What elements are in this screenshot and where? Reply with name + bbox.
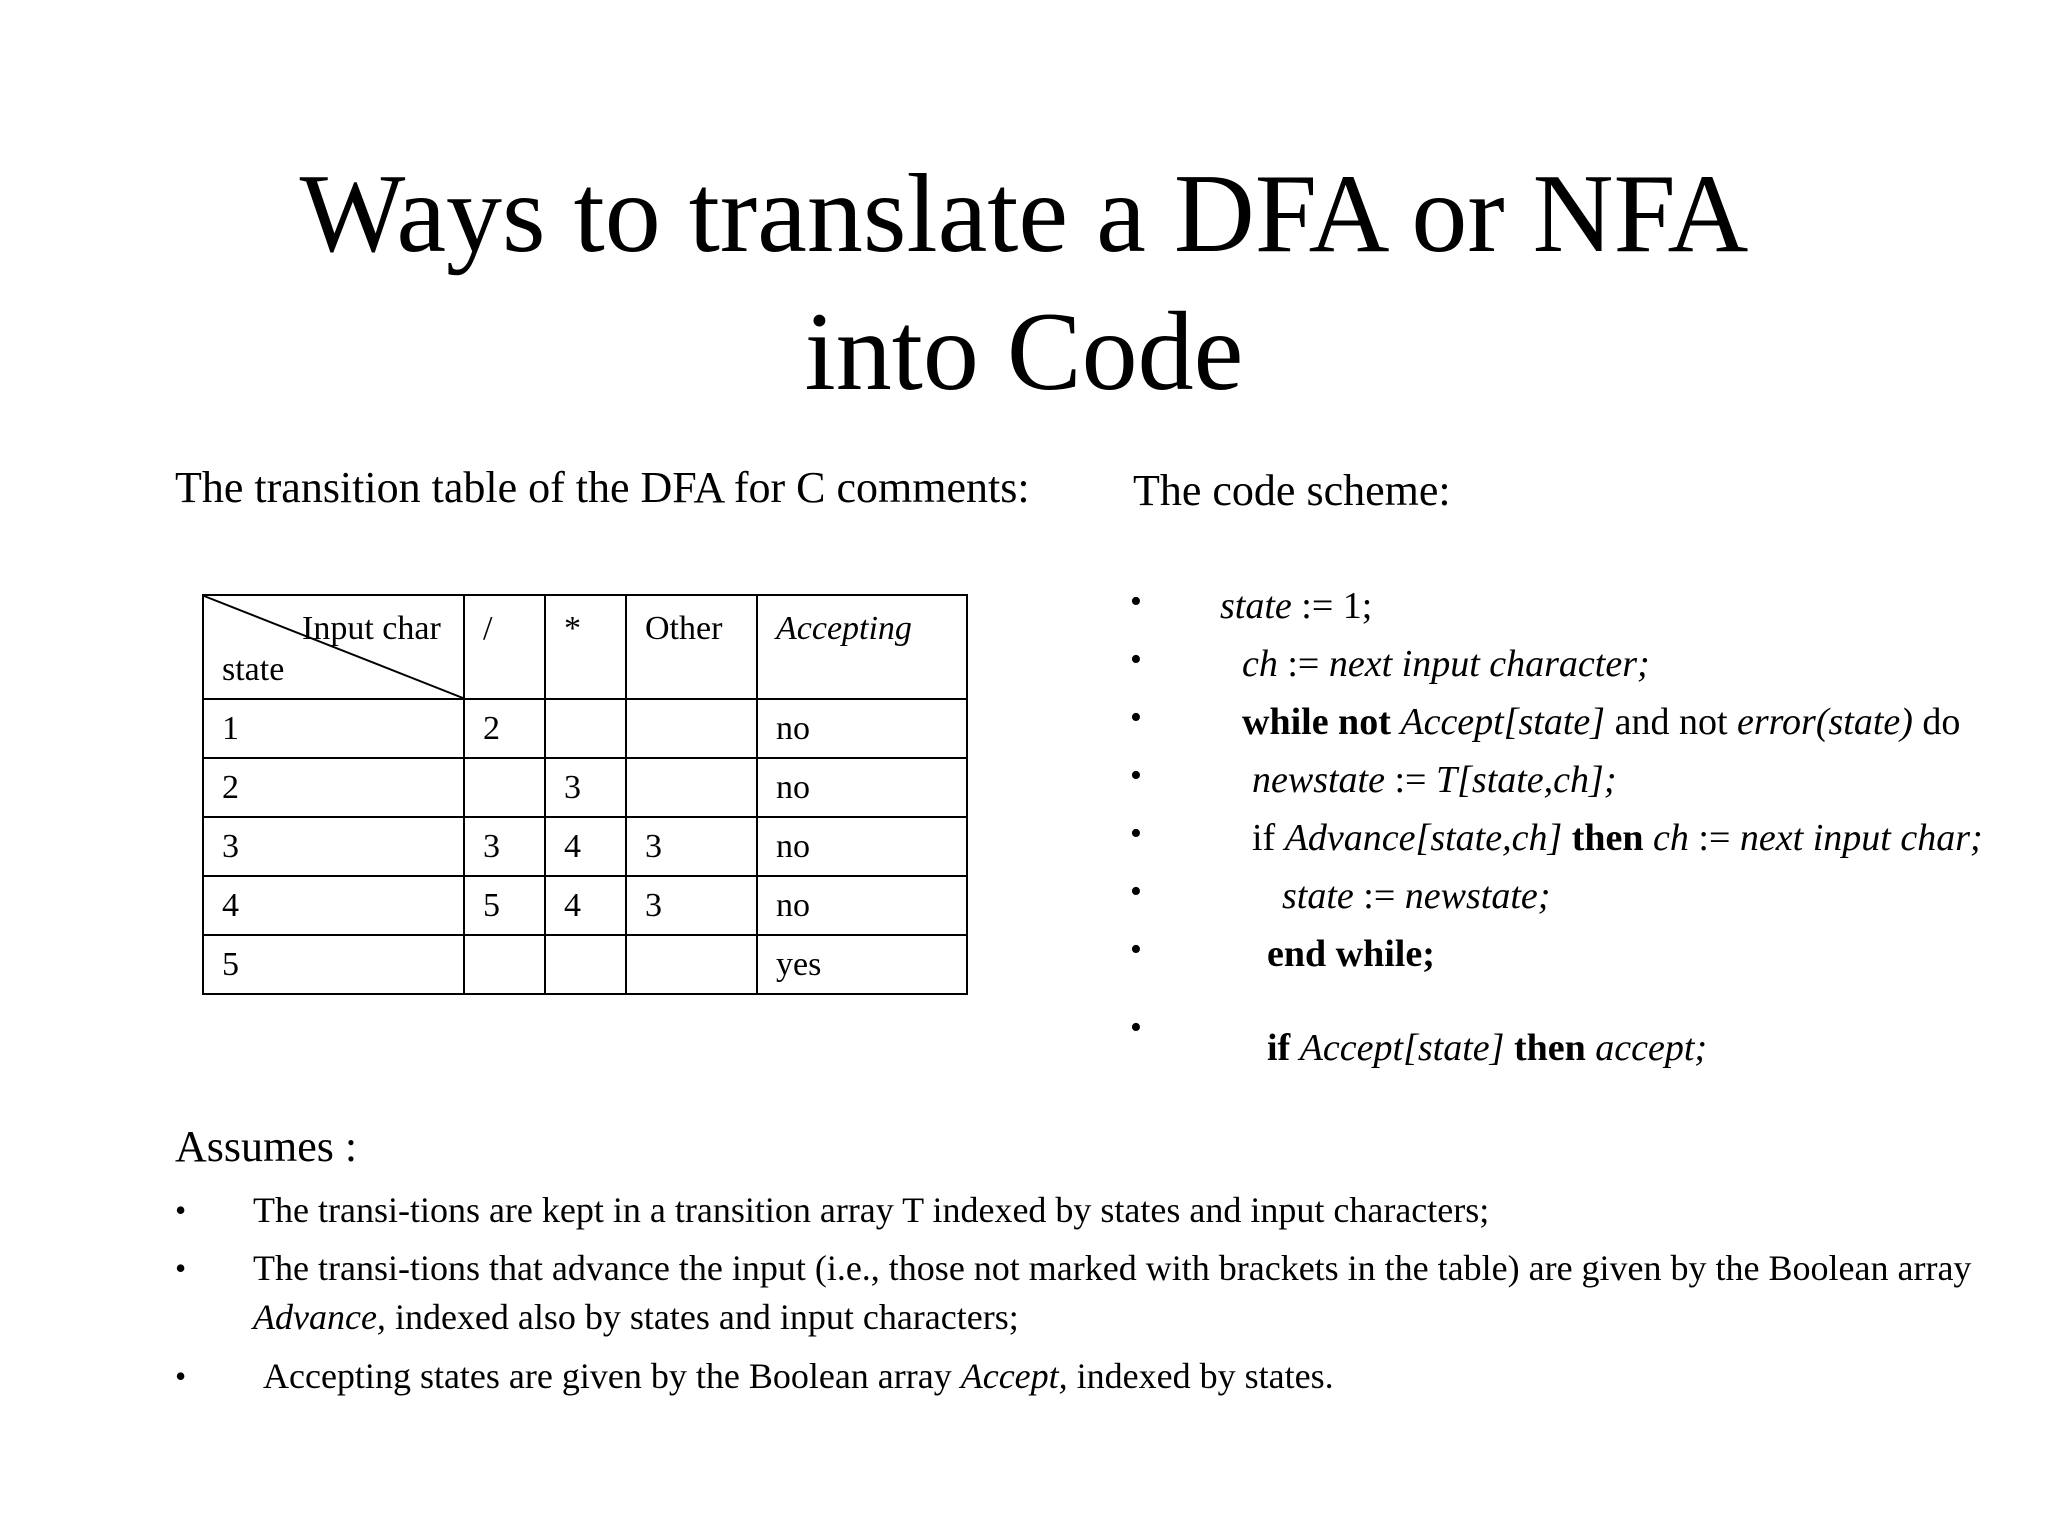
bullet-icon: •: [1130, 583, 1142, 620]
assumption-text-part: Accepting states are given by the Boolean array: [263, 1356, 961, 1396]
star-cell: [545, 935, 626, 994]
state-cell: 3: [203, 817, 464, 876]
code-line-4: [1130, 758, 2030, 816]
code-token: ch: [1242, 643, 1278, 685]
code-token: accept;: [1595, 1027, 1708, 1069]
column-header-slash: /: [464, 595, 545, 699]
code-token: newstate: [1252, 759, 1385, 801]
code-token: then: [1562, 817, 1654, 859]
code-token: :=: [1353, 875, 1405, 917]
star-cell: 4: [545, 817, 626, 876]
state-cell: 1: [203, 699, 464, 758]
code-token: [1290, 1027, 1300, 1069]
star-cell: 4: [545, 876, 626, 935]
code-token: := 1;: [1291, 585, 1373, 627]
corner-label-input-char: Input char: [302, 610, 441, 647]
assumption-text-part: indexed also by states and input characters;: [385, 1297, 1019, 1337]
accepting-cell: no: [757, 758, 967, 817]
slide-title: [0, 145, 2048, 421]
code-line-3: [1130, 700, 2030, 758]
slash-cell: 2: [464, 699, 545, 758]
bullet-icon: •: [1130, 699, 1142, 736]
bullet-icon: •: [1130, 931, 1142, 968]
code-token: if: [1267, 1027, 1291, 1069]
assumption-text-part: indexed by states.: [1067, 1356, 1334, 1396]
slash-cell: [464, 758, 545, 817]
state-cell: 5: [203, 935, 464, 994]
table-header-row: [203, 595, 967, 699]
table-row: [203, 699, 967, 758]
code-token: error(state): [1737, 701, 1913, 743]
star-cell: 3: [545, 758, 626, 817]
bullet-icon: •: [175, 1192, 187, 1228]
assumes-heading: Assumes :: [175, 1122, 358, 1171]
bullet-icon: •: [1130, 873, 1142, 910]
assumption-text: The transi-tions are kept in a transition array T indexed by states and input characters;: [253, 1190, 1490, 1230]
code-scheme-heading: The code scheme:: [1133, 466, 1451, 515]
code-line-5: [1130, 816, 2030, 874]
other-cell: [626, 758, 757, 817]
code-token: Accept[state]: [1400, 701, 1606, 743]
code-token: while not: [1242, 701, 1391, 743]
transition-table: [202, 594, 968, 995]
bullet-icon: •: [1130, 641, 1142, 678]
slash-cell: 3: [464, 817, 545, 876]
code-token: :=: [1688, 817, 1740, 859]
table-row: [203, 876, 967, 935]
other-cell: 3: [626, 817, 757, 876]
table-row: [203, 817, 967, 876]
slash-cell: 5: [464, 876, 545, 935]
code-token: do: [1912, 701, 1961, 743]
code-token: Accept[state]: [1299, 1027, 1505, 1069]
transition-table-heading: The transition table of the DFA for C comments:: [175, 463, 1030, 512]
code-token: ch: [1653, 817, 1689, 859]
code-token: state: [1282, 875, 1354, 917]
code-token: then: [1504, 1027, 1596, 1069]
accepting-cell: no: [757, 817, 967, 876]
slide-title-line-1: Ways to translate a DFA or NFA: [299, 152, 1749, 276]
table-row: [203, 935, 967, 994]
code-token: :=: [1277, 643, 1329, 685]
state-cell: 2: [203, 758, 464, 817]
bullet-icon: •: [175, 1250, 187, 1286]
code-token: if: [1252, 817, 1285, 859]
corner-header-cell: [203, 595, 464, 699]
bullet-icon: •: [1130, 1009, 1142, 1046]
assumption-text: [263, 1352, 2023, 1401]
assumption-text-part: The transi-tions that advance the input (i.e., those not marked with brackets in the table) are given by the Boolean array: [253, 1248, 1972, 1288]
state-cell: 4: [203, 876, 464, 935]
code-token: state: [1220, 585, 1292, 627]
code-token: Advance[state,ch]: [1284, 817, 1563, 859]
code-line-1: [1130, 584, 2030, 642]
column-header-star: *: [545, 595, 626, 699]
code-token: and not: [1605, 701, 1738, 743]
bullet-icon: •: [1130, 815, 1142, 852]
column-header-accepting: Accepting: [757, 595, 967, 699]
table-row: [203, 758, 967, 817]
slash-cell: [464, 935, 545, 994]
assumption-text-part: Advance,: [253, 1297, 386, 1337]
code-line-7: [1130, 932, 2030, 990]
bullet-icon: •: [175, 1358, 187, 1394]
code-token: newstate;: [1404, 875, 1551, 917]
column-header-other: Other: [626, 595, 757, 699]
other-cell: [626, 699, 757, 758]
star-cell: [545, 699, 626, 758]
accepting-cell: no: [757, 699, 967, 758]
code-line-6: [1130, 874, 2030, 932]
accepting-cell: no: [757, 876, 967, 935]
code-scheme-list: [1130, 584, 2030, 1084]
other-cell: 3: [626, 876, 757, 935]
bullet-icon: •: [1130, 757, 1142, 794]
assumption-text-part: Accept,: [960, 1356, 1068, 1396]
other-cell: [626, 935, 757, 994]
code-token: T[state,ch];: [1435, 759, 1617, 801]
slide-title-line-2: into Code: [804, 290, 1244, 414]
accepting-cell: yes: [757, 935, 967, 994]
assumption-text: [253, 1244, 2013, 1342]
code-token: [1391, 701, 1401, 743]
code-token: next input character;: [1328, 643, 1650, 685]
corner-label-state: state: [222, 651, 285, 688]
code-line-8: [1130, 1009, 2030, 1084]
code-token: end while;: [1267, 933, 1435, 975]
code-line-2: [1130, 642, 2030, 700]
code-token: next input char;: [1739, 817, 1983, 859]
code-token: :=: [1384, 759, 1436, 801]
